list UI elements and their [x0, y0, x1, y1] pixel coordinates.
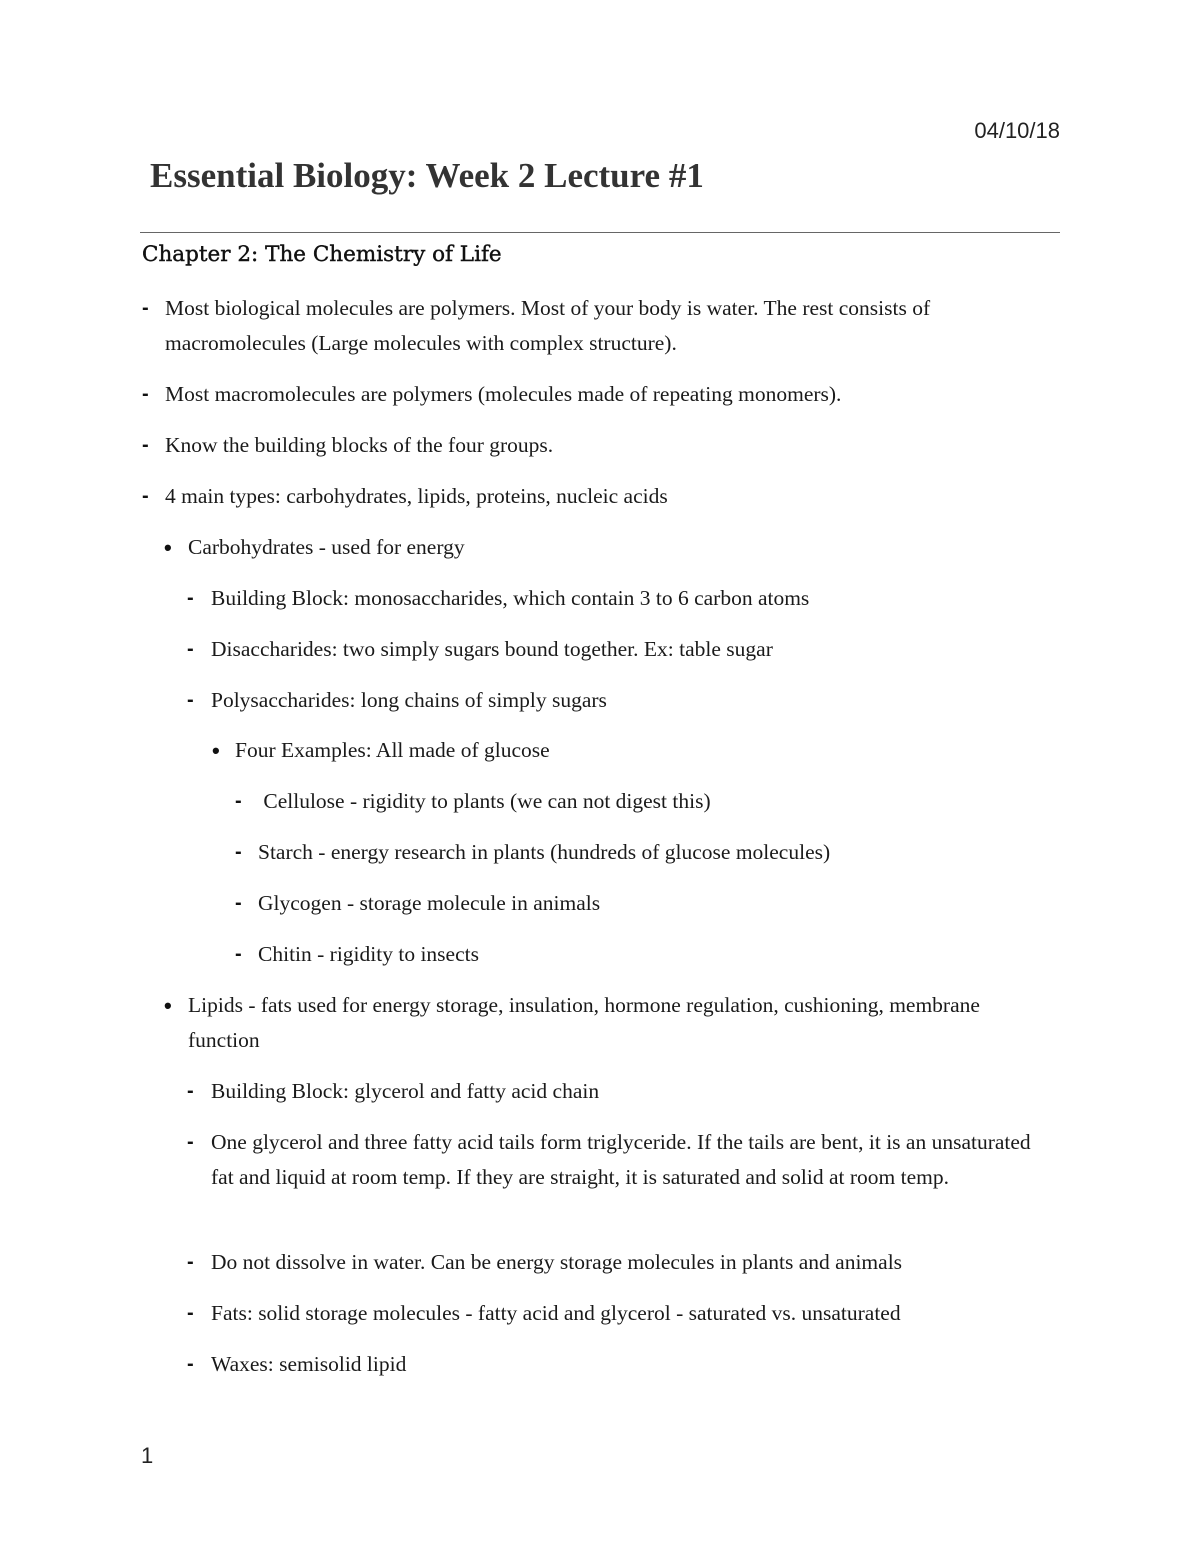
note-item: Polysaccharides: long chains of simply sugars	[211, 688, 607, 712]
dash-marker: -	[142, 297, 149, 319]
dash-marker: -	[142, 383, 149, 405]
note-item: Do not dissolve in water. Can be energy storage molecules in plants and animals	[211, 1250, 903, 1274]
title-divider	[140, 232, 1060, 233]
note-item: Fats: solid storage molecules - fatty acid and glycerol - saturated vs. unsaturated	[211, 1301, 901, 1325]
dash-marker: -	[142, 434, 149, 456]
dash-marker: -	[235, 841, 242, 863]
dash-marker: -	[187, 1353, 194, 1375]
note-item: Four Examples: All made of glucose	[235, 738, 550, 762]
dash-marker: -	[187, 638, 194, 660]
note-item: Glycogen - storage molecule in animals	[258, 891, 601, 915]
lecture-date: 04/10/18	[974, 118, 1060, 143]
note-item: Most macromolecules are polymers (molecules made of repeating monomers).	[165, 382, 842, 406]
dash-marker: -	[235, 943, 242, 965]
dash-marker: -	[187, 1131, 194, 1153]
dash-marker: -	[235, 892, 242, 914]
dash-marker: -	[235, 790, 242, 812]
bullet-marker: •	[212, 738, 220, 763]
bullet-marker: •	[164, 993, 172, 1018]
page-number: 1	[141, 1443, 154, 1468]
note-item: Know the building blocks of the four groups.	[165, 433, 554, 457]
chapter-heading: Chapter 2: The Chemistry of Life	[142, 242, 502, 267]
document-title: Essential Biology: Week 2 Lecture #1	[150, 156, 704, 195]
note-item: Carbohydrates - used for energy	[188, 535, 465, 559]
note-item: Building Block: glycerol and fatty acid chain	[211, 1079, 600, 1103]
note-item: Starch - energy research in plants (hundreds of glucose molecules)	[258, 840, 831, 864]
dash-marker: -	[187, 1302, 194, 1324]
note-item: Disaccharides: two simply sugars bound together. Ex: table sugar	[211, 637, 773, 661]
note-item: Waxes: semisolid lipid	[211, 1352, 407, 1376]
note-item: One glycerol and three fatty acid tails form triglyceride. If the tails are bent, it is an unsaturated fat and liquid at room temp. If they are straight, it is saturated and solid at room temp.	[211, 1130, 1031, 1189]
note-item: 4 main types: carbohydrates, lipids, proteins, nucleic acids	[165, 484, 668, 508]
bullet-marker: •	[164, 535, 172, 560]
note-item: Most biological molecules are polymers. Most of your body is water. The rest consists of macromolecules (Large molecules with complex structure).	[165, 296, 931, 355]
note-item: Chitin - rigidity to insects	[258, 942, 479, 966]
note-item: Lipids - fats used for energy storage, insulation, hormone regulation, cushioning, membrane function	[188, 993, 980, 1052]
dash-marker: -	[187, 689, 194, 711]
dash-marker: -	[187, 587, 194, 609]
note-item: Building Block: monosaccharides, which contain 3 to 6 carbon atoms	[211, 586, 810, 610]
dash-marker: -	[142, 485, 149, 507]
dash-marker: -	[187, 1080, 194, 1102]
note-item: Cellulose - rigidity to plants (we can not digest this)	[258, 789, 711, 813]
dash-marker: -	[187, 1251, 194, 1273]
